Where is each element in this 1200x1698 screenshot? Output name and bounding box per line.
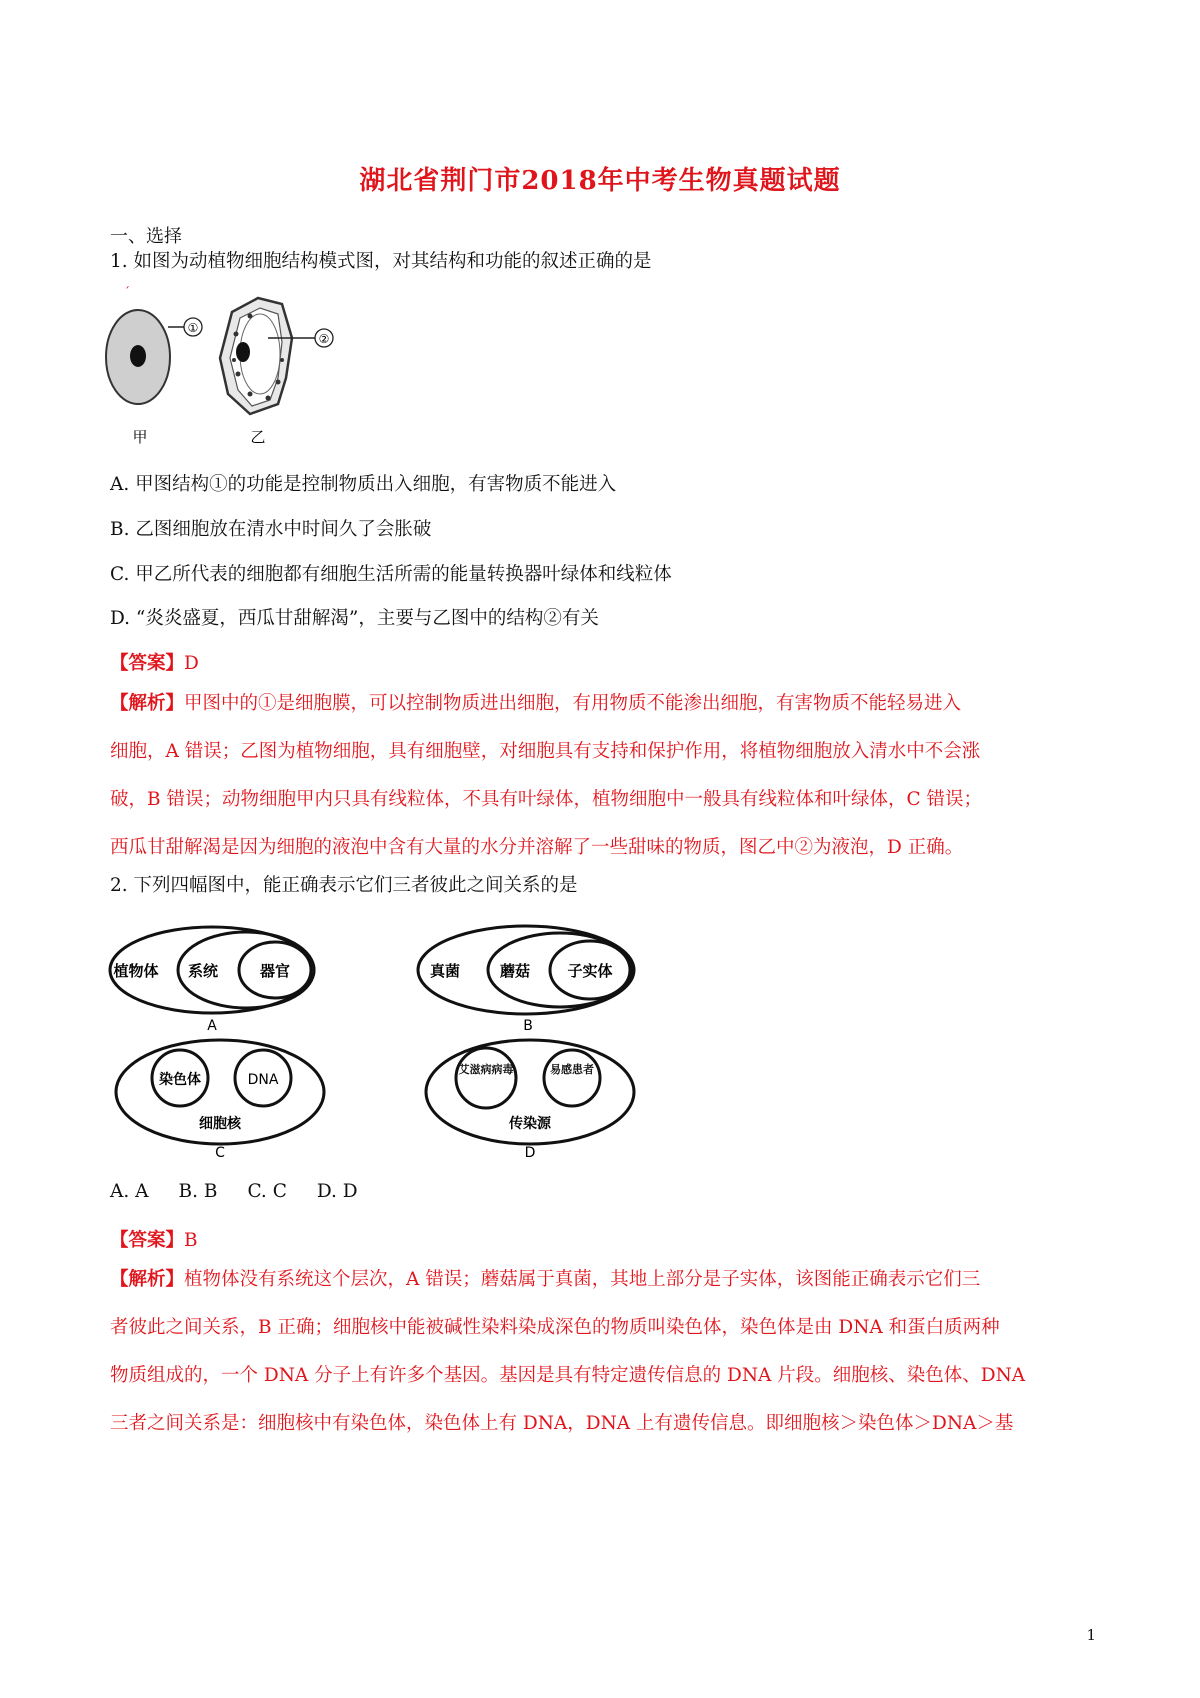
section-heading: 一、选择 (110, 226, 182, 247)
b-middle-label: 蘑菇 (499, 962, 531, 980)
label-yi: 乙 (250, 428, 266, 446)
answer-value: D (184, 653, 199, 674)
marker-1: ① (187, 321, 199, 335)
analysis-line: 破，B 错误；动物细胞甲内只具有线粒体，不具有叶绿体，植物细胞中一般具有线粒体和叶绿体，C 错误； (110, 789, 983, 810)
label-jia: 甲 (132, 428, 148, 446)
d-caption: D (524, 1145, 536, 1161)
marker-2: ② (318, 332, 330, 346)
q2-option-c: C. C (247, 1181, 287, 1202)
q1-option-d: D. “炎炎盛夏，西瓜甘甜解渴”，主要与乙图中的结构②有关 (110, 608, 599, 629)
q1-option-b: B. 乙图细胞放在清水中时间久了会胀破 (110, 519, 432, 540)
q2-analysis (110, 1256, 1100, 1448)
b-inner-label: 子实体 (567, 962, 613, 980)
page-title: 湖北省荆门市2018年中考生物真题试题 (359, 166, 841, 196)
q1-analysis (110, 680, 1100, 872)
q2-stem: 2. 下列四幅图中，能正确表示它们三者彼此之间关系的是 (110, 875, 578, 896)
q2-options (110, 1181, 388, 1202)
analysis-line: 细胞，A 错误；乙图为植物细胞，具有细胞壁，对细胞具有支持和保护作用，将植物细胞放入清水中不会涨 (110, 741, 981, 762)
q1-answer (110, 649, 199, 675)
analysis-line: 甲图中的①是细胞膜，可以控制物质进出细胞，有用物质不能渗出细胞，有害物质不能轻易进入 (184, 693, 962, 714)
svg-text:ˊ: ˊ (124, 285, 130, 299)
d-right-label: 易感患者 (550, 1063, 594, 1076)
c-caption: C (215, 1145, 225, 1161)
a-caption: A (207, 1018, 217, 1034)
a-middle-label: 系统 (187, 962, 219, 980)
d-left-label: 艾滋病病毒 (458, 1063, 514, 1076)
answer-value: B (184, 1230, 198, 1251)
diagram-b (418, 926, 634, 1034)
answer-tag: 【答案】 (110, 1230, 185, 1251)
animal-nucleus (130, 345, 146, 367)
c-left-label: 染色体 (159, 1072, 201, 1088)
c-container-label: 细胞核 (199, 1116, 241, 1132)
plant-nucleus (236, 342, 250, 362)
q1-option-a: A. 甲图结构①的功能是控制物质出入细胞，有害物质不能进入 (110, 474, 617, 495)
q2-answer (110, 1226, 198, 1252)
relationship-diagrams (100, 912, 660, 1162)
d-container-label: 传染源 (509, 1116, 551, 1132)
q1-stem: 1. 如图为动植物细胞结构模式图，对其结构和功能的叙述正确的是 (110, 251, 652, 272)
analysis-line: 西瓜甘甜解渴是因为细胞的液泡中含有大量的水分并溶解了一些甜味的物质，图乙中②为液泡，D 正确。 (110, 837, 964, 858)
q2-option-a: A. A (110, 1181, 149, 1202)
a-inner-label: 器官 (259, 962, 291, 980)
c-right-label: DNA (247, 1072, 279, 1088)
analysis-line: 者彼此之间关系，B 正确；细胞核中能被碱性染料染成深色的物质叫染色体，染色体是由 DNA 和蛋白质两种 (110, 1317, 1000, 1338)
analysis-tag: 【解析】 (110, 693, 185, 714)
q2-option-d: D. D (316, 1181, 358, 1202)
b-outer-label: 真菌 (429, 962, 461, 980)
analysis-line: 三者之间关系是：细胞核中有染色体，染色体上有 DNA，DNA 上有遗传信息。即细胞核＞染色体＞DNA＞基 (110, 1413, 1014, 1434)
diagram-c (116, 1040, 324, 1161)
a-outer-label: 植物体 (113, 962, 159, 980)
analysis-line: 植物体没有系统这个层次，A 错误；蘑菇属于真菌，其地上部分是子实体，该图能正确表示它们三 (184, 1269, 981, 1290)
q1-option-c: C. 甲乙所代表的细胞都有细胞生活所需的能量转换器叶绿体和线粒体 (110, 564, 672, 585)
diagram-d (426, 1040, 634, 1161)
analysis-line: 物质组成的，一个 DNA 分子上有许多个基因。基因是具有特定遗传信息的 DNA 片段。细胞核、染色体、DNA (110, 1365, 1026, 1386)
diagram-a (110, 927, 314, 1034)
analysis-tag: 【解析】 (110, 1269, 185, 1290)
cell-diagram (100, 282, 350, 452)
q2-option-b: B. B (178, 1181, 218, 1202)
answer-tag: 【答案】 (110, 653, 185, 674)
b-caption: B (523, 1018, 533, 1034)
page-number: 1 (1086, 1626, 1096, 1644)
